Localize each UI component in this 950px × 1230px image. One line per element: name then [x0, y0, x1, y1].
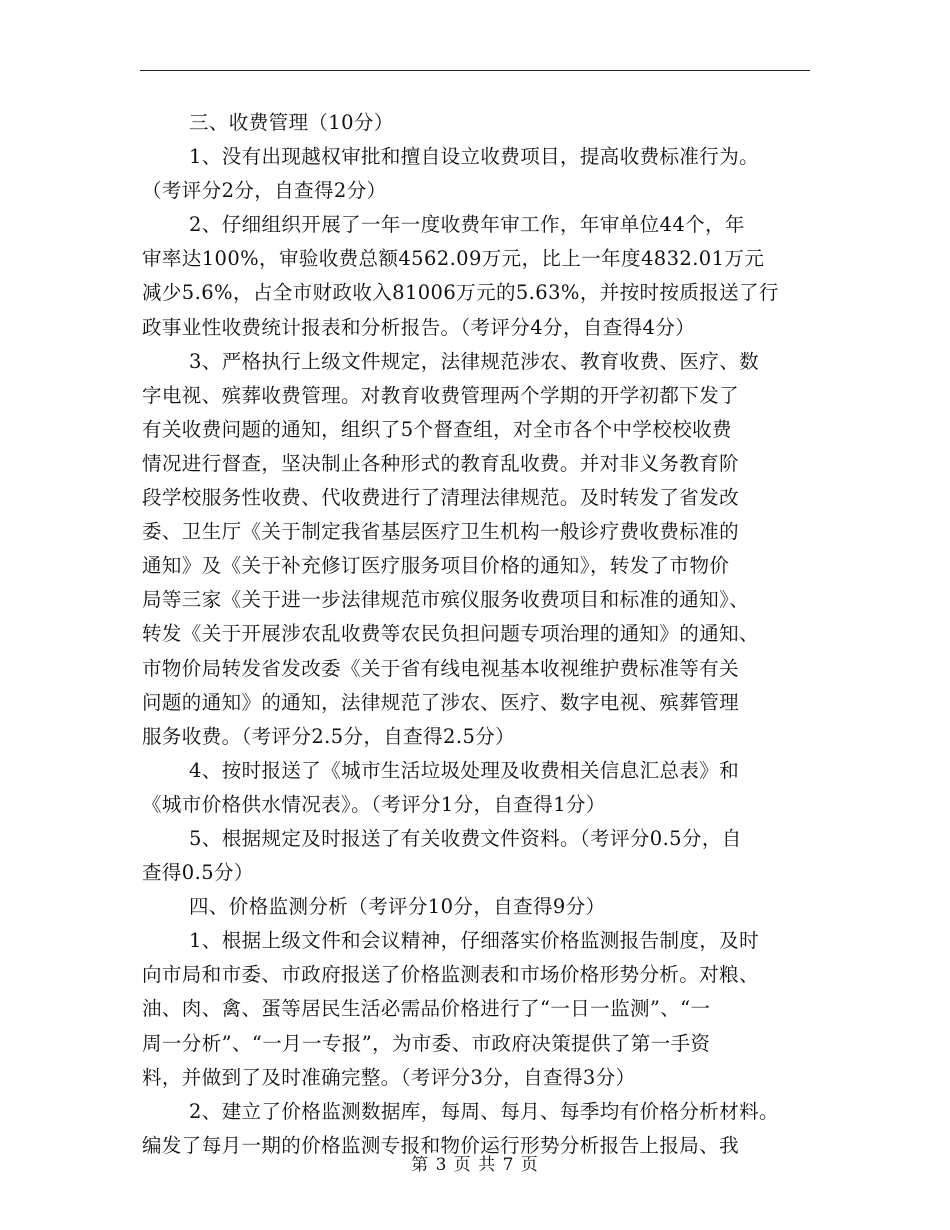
- text-line: 服务收费。（考评分2.5分，自查得2.5分）: [142, 724, 516, 748]
- document-body: [142, 106, 822, 1163]
- text-line: 2、建立了价格监测数据库，每周、每月、每季均有价格分析材料。: [189, 1099, 779, 1123]
- text-line: 料，并做到了及时准确完整。（考评分3分，自查得3分）: [142, 1065, 636, 1089]
- text-line: 字电视、殡葬收费管理。对教育收费管理两个学期的开学初都下发了: [142, 383, 740, 407]
- text-line: 段学校服务性收费、代收费进行了清理法律规范。及时转发了省发改: [142, 486, 740, 510]
- text-line: 减少5.6%，占全市财政收入81006万元的5.63%，并按时按质报送了行: [142, 281, 779, 305]
- text-line: 三、收费管理（10分）: [189, 111, 394, 134]
- text-line: 5、根据规定及时报送了有关收费文件资料。（考评分0.5分，自: [189, 826, 742, 850]
- text-line: 周一分析”、“一月一专报”，为市委、市政府决策提供了第一手资: [142, 1031, 711, 1055]
- text-line: 有关收费问题的通知，组织了5个督查组，对全市各个中学校校收费: [142, 417, 732, 441]
- text-line: 2、仔细组织开展了一年一度收费年审工作，年审单位44个，年: [189, 213, 745, 237]
- text-line: 市物价局转发省发改委《关于省有线电视基本收视维护费标准等有关: [142, 656, 740, 680]
- header-rule: [140, 70, 810, 71]
- text-line: 通知》及《关于补充修订医疗服务项目价格的通知》，转发了市物价: [142, 554, 730, 578]
- text-line: （考评分2分，自查得2分）: [142, 179, 387, 203]
- text-line: 情况进行督查，坚决制止各种形式的教育乱收费。并对非义务教育阶: [142, 451, 740, 475]
- text-line: 政事业性收费统计报表和分析报告。（考评分4分，自查得4分）: [142, 315, 696, 339]
- text-line: 审率达100%，审验收费总额4562.09万元，比上一年度4832.01万元: [142, 247, 765, 271]
- text-line: 1、没有出现越权审批和擅自设立收费项目，提高收费标准行为。: [189, 145, 760, 169]
- text-line: 油、肉、禽、蛋等居民生活必需品价格进行了“一日一监测”、“一: [142, 997, 711, 1021]
- page-footer: 第 3 页 共 7 页: [411, 1155, 539, 1175]
- text-line: 《城市价格供水情况表》。（考评分1分，自查得1分）: [142, 792, 606, 816]
- text-line: 编发了每月一期的价格监测专报和物价运行形势分析报告上报局、我: [142, 1133, 740, 1157]
- text-line: 3、严格执行上级文件规定，法律规范涉农、教育收费、医疗、数: [189, 349, 760, 373]
- text-line: 1、根据上级文件和会议精神，仔细落实价格监测报告制度，及时: [189, 929, 760, 953]
- text-line: 委、卫生厅《关于制定我省基层医疗卫生机构一般诊疗费收费标准的: [142, 520, 740, 544]
- text-line: 向市局和市委、市政府报送了价格监测表和市场价格形势分析。对粮、: [142, 963, 759, 987]
- text-line: 查得0.5分）: [142, 861, 254, 885]
- text-line: 局等三家《关于进一步法律规范市殡仪服务收费项目和标准的通知》、: [142, 588, 750, 612]
- text-line: 问题的通知》的通知，法律规范了涉农、医疗、数字电视、殡葬管理: [142, 690, 740, 714]
- text-line: 转发《关于开展涉农乱收费等农民负担问题专项治理的通知》的通知、: [142, 622, 759, 646]
- text-line: 4、按时报送了《城市生活垃圾处理及收费相关信息汇总表》和: [189, 758, 740, 782]
- text-line: 四、价格监测分析（考评分10分，自查得9分）: [189, 895, 606, 919]
